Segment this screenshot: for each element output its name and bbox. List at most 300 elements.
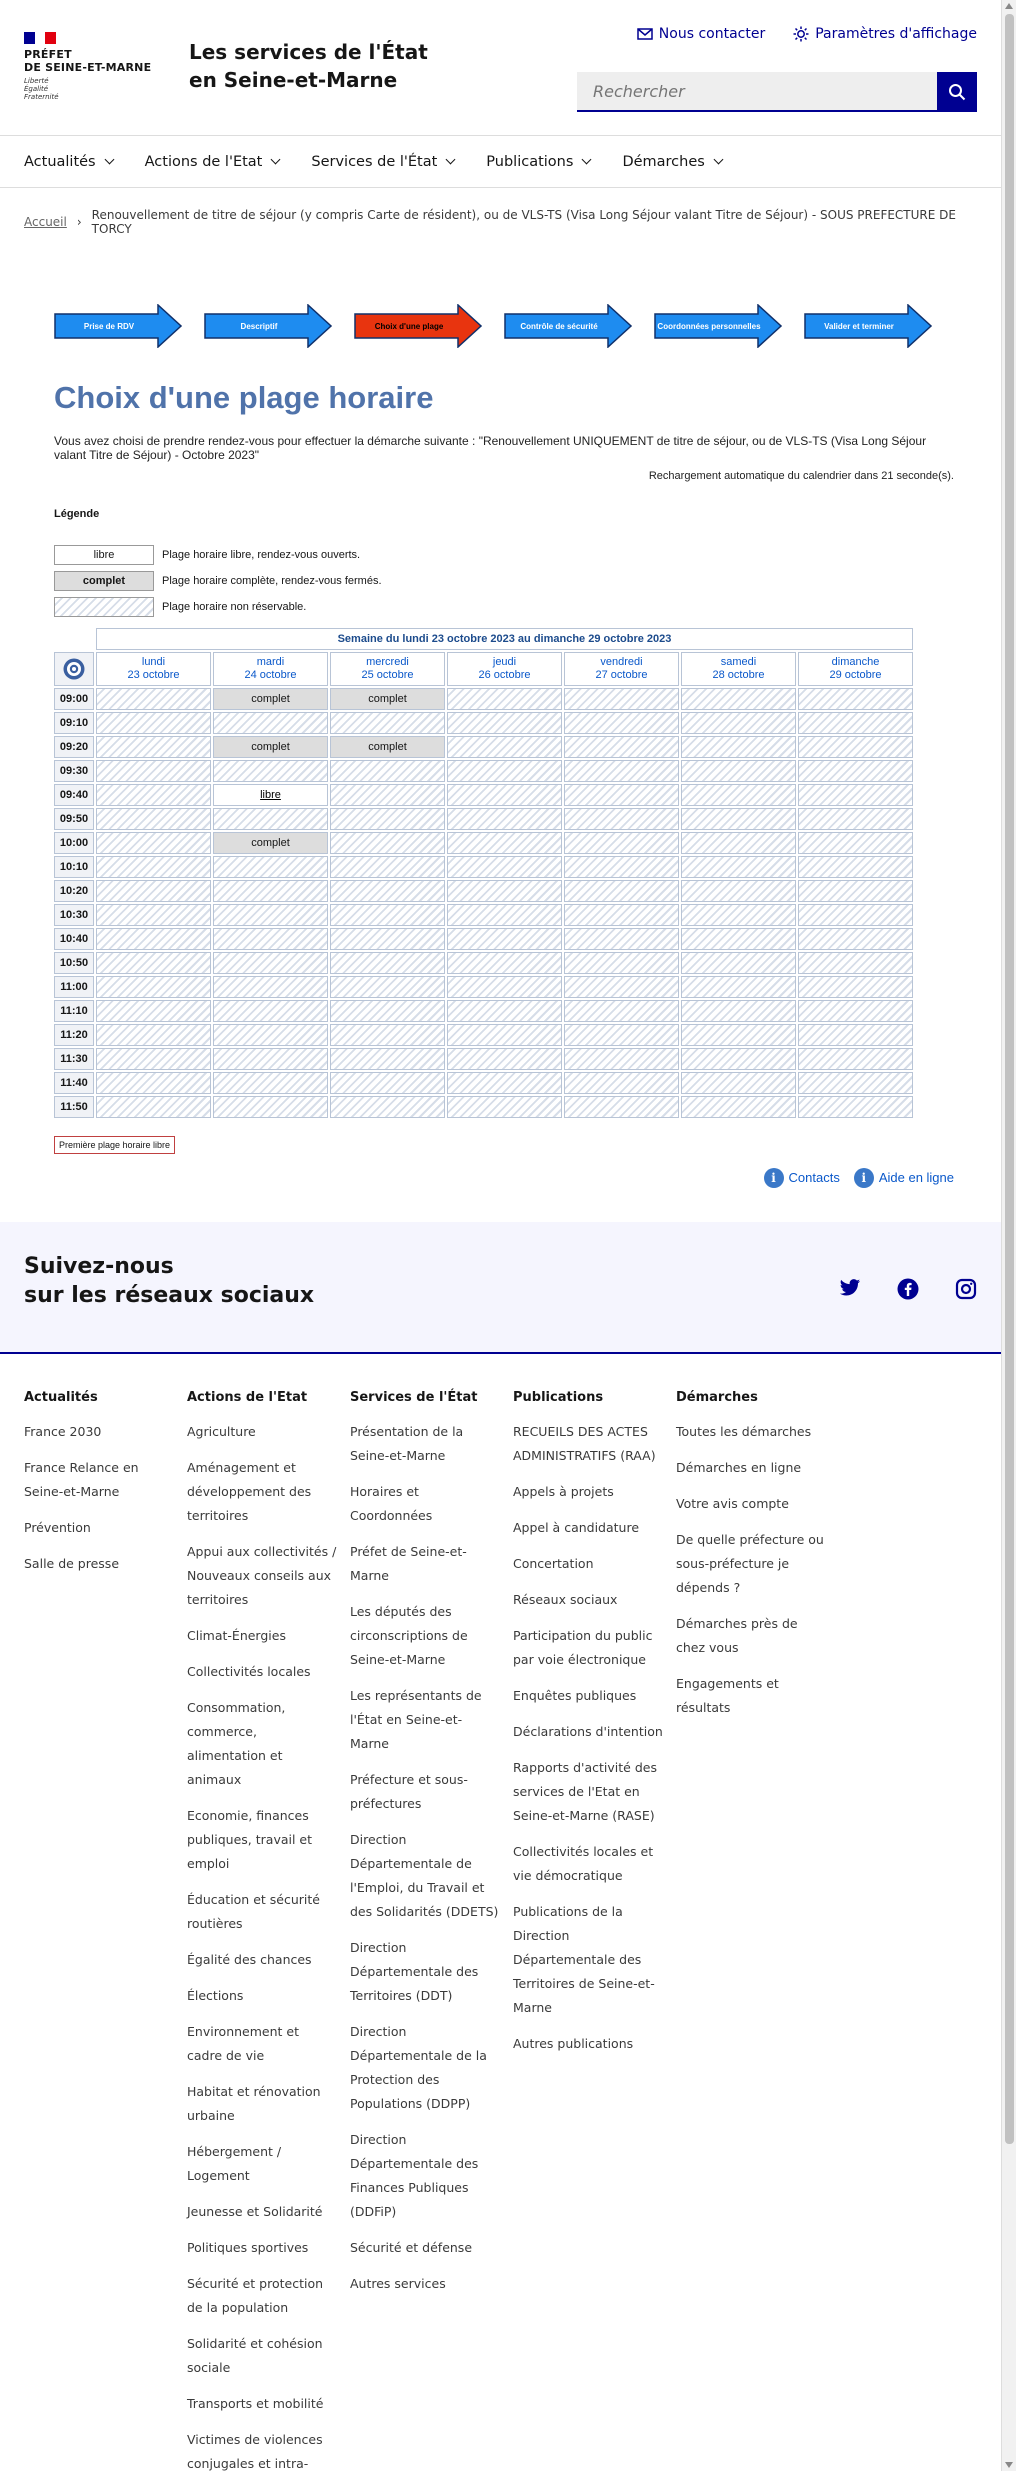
day-name: dimanche: [831, 656, 880, 668]
time-label: 11:20: [54, 1024, 94, 1046]
time-row: [54, 1048, 913, 1070]
contact-link[interactable]: [637, 26, 765, 42]
slot-unavailable: [564, 856, 679, 878]
day-date: 29 octobre: [829, 669, 882, 681]
workflow-step-label: Coordonnées personnelles: [657, 321, 761, 331]
time-row: [54, 688, 913, 710]
social-icons: [839, 1278, 977, 1300]
search-bar: [577, 72, 977, 112]
week-title: Semaine du lundi 23 octobre 2023 au dimanche 29 octobre 2023: [96, 628, 913, 650]
search-icon: [948, 83, 966, 101]
day-date: 27 octobre: [595, 669, 648, 681]
day-header: [447, 652, 562, 686]
nav-actions-etat[interactable]: [145, 136, 280, 187]
slot-unavailable: [564, 712, 679, 734]
time-row: [54, 760, 913, 782]
workflow-step-label: Descriptif: [240, 321, 278, 331]
slot-unavailable: [330, 1096, 445, 1118]
slot-unavailable: [798, 904, 913, 926]
reload-countdown: Rechargement automatique du calendrier dans 21 seconde(s).: [648, 470, 954, 482]
slot-unavailable: [681, 880, 796, 902]
time-label: 09:50: [54, 808, 94, 830]
footer-link[interactable]: Sécurité et défense: [350, 2240, 473, 2255]
time-label: 10:00: [54, 832, 94, 854]
mail-icon: [637, 27, 653, 41]
info-icon: i: [854, 1168, 874, 1188]
legend-text: Plage horaire complète, rendez-vous fermés.: [162, 575, 382, 587]
slot-unavailable: [447, 1096, 562, 1118]
slot-full: complet: [213, 736, 328, 758]
slot-unavailable: [798, 1048, 913, 1070]
scroll-up-icon[interactable]: [1005, 3, 1013, 9]
slot-unavailable: [681, 856, 796, 878]
footer-link[interactable]: Agriculture: [187, 1424, 256, 1439]
legend-row-unavailable: [54, 594, 954, 620]
time-label: 09:20: [54, 736, 94, 758]
slot-full: complet: [330, 736, 445, 758]
slot-unavailable: [681, 1096, 796, 1118]
slot-unavailable: [96, 832, 211, 854]
footer-link[interactable]: Horaires et Coordonnées: [350, 1484, 433, 1523]
slot-unavailable: [447, 688, 562, 710]
chevron-down-icon: [713, 155, 723, 165]
slot-unavailable: [447, 712, 562, 734]
slot-unavailable: [564, 928, 679, 950]
slot-unavailable: [213, 1000, 328, 1022]
slot-full: complet: [330, 688, 445, 710]
footer-column-title[interactable]: Actions de l'Etat: [187, 1390, 308, 1405]
time-row: [54, 928, 913, 950]
footer-column-title[interactable]: Publications: [513, 1390, 604, 1405]
instagram-icon[interactable]: [955, 1278, 977, 1300]
footer-column: [187, 1388, 350, 2471]
footer-link[interactable]: Direction Départementale des Finances Publiques (DDFiP): [350, 2132, 479, 2219]
slot-unavailable: [213, 880, 328, 902]
time-row: [54, 736, 913, 758]
footer-link[interactable]: Sécurité et protection de la population: [187, 2276, 324, 2315]
footer-link[interactable]: Égalité des chances: [187, 1952, 312, 1967]
time-label: 09:00: [54, 688, 94, 710]
slot-unavailable: [681, 832, 796, 854]
slot-unavailable: [564, 1072, 679, 1094]
nav-label: Services de l'État: [311, 153, 438, 170]
footer-link[interactable]: Consommation, commerce, alimentation et animaux: [187, 1700, 286, 1787]
workflow-step: [204, 304, 332, 348]
page-title: Choix d'une plage horaire: [54, 380, 434, 415]
footer-link[interactable]: Réseaux sociaux: [513, 1592, 618, 1607]
slot-unavailable: [96, 880, 211, 902]
legend-text: Plage horaire libre, rendez-vous ouverts.: [162, 549, 361, 561]
chevron-down-icon: [104, 155, 114, 165]
scroll-down-icon[interactable]: [1005, 2462, 1013, 2468]
slot-unavailable: [681, 1024, 796, 1046]
legend-title: Légende: [54, 508, 100, 520]
footer-link[interactable]: Environnement et cadre de vie: [187, 2024, 299, 2063]
breadcrumb: [0, 188, 1001, 256]
day-date: 26 octobre: [478, 669, 531, 681]
footer-link[interactable]: Démarches près de chez vous: [676, 1616, 798, 1655]
day-name: lundi: [141, 656, 166, 668]
slot-unavailable: [681, 760, 796, 782]
slot-unavailable: [330, 784, 445, 806]
chevron-down-icon: [582, 155, 592, 165]
previous-week-icon[interactable]: [62, 657, 86, 681]
republic-motto: Liberté Égalité Fraternité: [24, 77, 59, 101]
slot-unavailable: [798, 688, 913, 710]
slot-unavailable: [96, 688, 211, 710]
slot-unavailable: [681, 1072, 796, 1094]
footer-link[interactable]: Prévention: [24, 1520, 91, 1535]
slot-unavailable: [681, 952, 796, 974]
vertical-scrollbar[interactable]: [1001, 0, 1016, 2471]
footer-link[interactable]: Collectivités locales: [187, 1664, 311, 1679]
footer-link[interactable]: Direction Départementale de la Protection des Populations (DDPP): [350, 2024, 487, 2111]
day-name: samedi: [720, 656, 757, 668]
nav-actualites[interactable]: [24, 136, 113, 187]
slot-free[interactable]: [213, 784, 328, 806]
day-header: [330, 652, 445, 686]
time-label: 11:40: [54, 1072, 94, 1094]
legend-row-free: [54, 542, 954, 568]
footer-column: [24, 1388, 187, 2471]
slot-free-link[interactable]: libre: [260, 789, 281, 801]
slot-unavailable: [213, 1024, 328, 1046]
slot-unavailable: [798, 712, 913, 734]
slot-unavailable: [330, 1048, 445, 1070]
time-label: 10:30: [54, 904, 94, 926]
calendar-corner: [54, 628, 94, 650]
time-row: [54, 1024, 913, 1046]
footer-link[interactable]: Climat-Énergies: [187, 1628, 286, 1643]
nav-label: Publications: [486, 153, 574, 170]
day-header: [96, 652, 211, 686]
footer-link[interactable]: Solidarité et cohésion sociale: [187, 2336, 323, 2375]
time-label: 10:10: [54, 856, 94, 878]
legend-box-unavailable: [54, 597, 154, 617]
footer-link[interactable]: Salle de presse: [24, 1556, 120, 1571]
slot-unavailable: [96, 736, 211, 758]
slot-unavailable: [681, 1048, 796, 1070]
slot-unavailable: [564, 1000, 679, 1022]
calendar-table: [52, 626, 915, 1120]
footer-link[interactable]: RECUEILS DES ACTES ADMINISTRATIFS (RAA): [513, 1424, 656, 1463]
slot-unavailable: [96, 1000, 211, 1022]
time-row: [54, 976, 913, 998]
slot-unavailable: [798, 1024, 913, 1046]
time-row: [54, 808, 913, 830]
slot-unavailable: [330, 976, 445, 998]
time-row: [54, 904, 913, 926]
time-row: [54, 1072, 913, 1094]
footer-link[interactable]: Préfecture et sous-préfectures: [350, 1772, 468, 1811]
nav-publications[interactable]: [486, 136, 590, 187]
slot-unavailable: [798, 808, 913, 830]
day-header: [213, 652, 328, 686]
workflow-step: [504, 304, 632, 348]
footer-link[interactable]: Habitat et rénovation urbaine: [187, 2084, 321, 2123]
footer-link[interactable]: Les représentants de l'État en Seine-et-Marne: [350, 1688, 482, 1751]
footer-link[interactable]: Victimes de violences conjugales et intra-: [187, 2432, 323, 2471]
help-links: [764, 1168, 954, 1188]
footer-column: [350, 1388, 513, 2471]
slot-unavailable: [447, 1072, 562, 1094]
slot-unavailable: [564, 688, 679, 710]
slot-unavailable: [798, 1000, 913, 1022]
day-header: [681, 652, 796, 686]
footer-link[interactable]: Collectivités locales et vie démocratique: [513, 1844, 654, 1883]
workflow-steps: [54, 304, 934, 348]
footer-link[interactable]: Concertation: [513, 1556, 594, 1571]
footer-link[interactable]: Direction Départementale des Territoires (DDT): [350, 1940, 479, 2003]
slot-unavailable: [798, 928, 913, 950]
slot-unavailable: [96, 856, 211, 878]
slot-unavailable: [447, 928, 562, 950]
nav-services-etat[interactable]: [311, 136, 454, 187]
footer-column-title[interactable]: Démarches: [676, 1390, 758, 1405]
time-label: 10:20: [54, 880, 94, 902]
legend: [54, 542, 954, 620]
footer-link[interactable]: Publications de la Direction Départementale des Territoires de Seine-et-Marne: [513, 1904, 655, 2015]
day-date: 24 octobre: [244, 669, 297, 681]
footer-link[interactable]: Economie, finances publiques, travail et emploi: [187, 1808, 313, 1871]
slot-unavailable: [213, 952, 328, 974]
slot-unavailable: [96, 1048, 211, 1070]
footer-link[interactable]: Déclarations d'intention: [513, 1724, 663, 1739]
workflow-step: [354, 304, 482, 348]
main-navigation: [0, 136, 1001, 188]
slot-unavailable: [213, 1048, 328, 1070]
facebook-icon[interactable]: [897, 1278, 919, 1300]
footer-link[interactable]: Autres services: [350, 2276, 446, 2291]
footer-column: [513, 1388, 676, 2471]
slot-unavailable: [447, 808, 562, 830]
search-button[interactable]: [937, 72, 977, 112]
slot-unavailable: [681, 688, 796, 710]
breadcrumb-current: Renouvellement de titre de séjour (y compris Carte de résident), ou de VLS-TS (Visa Long Séjour valant Titre de Séjour) - SOUS PREFECTURE DE TORCY: [91, 208, 956, 236]
slot-unavailable: [96, 952, 211, 974]
time-label: 09:10: [54, 712, 94, 734]
slot-unavailable: [213, 856, 328, 878]
footer-link[interactable]: Aménagement et développement des territoires: [187, 1460, 312, 1523]
slot-unavailable: [330, 1072, 445, 1094]
contact-label: Nous contacter: [658, 26, 766, 42]
breadcrumb-home[interactable]: Accueil: [24, 215, 67, 229]
online-help-label: Aide en ligne: [878, 1170, 954, 1185]
display-settings-label: Paramètres d'affichage: [815, 26, 977, 42]
chevron-down-icon: [271, 155, 281, 165]
search-input[interactable]: [577, 72, 937, 112]
slot-unavailable: [213, 760, 328, 782]
slot-unavailable: [681, 976, 796, 998]
day-name: mardi: [256, 656, 285, 668]
time-label: 09:40: [54, 784, 94, 806]
day-date: 28 octobre: [712, 669, 765, 681]
footer-link[interactable]: Politiques sportives: [187, 2240, 309, 2255]
workflow-step: [54, 304, 182, 348]
slot-unavailable: [798, 1096, 913, 1118]
time-row: [54, 1000, 913, 1022]
footer-link[interactable]: Préfet de Seine-et-Marne: [350, 1544, 467, 1583]
slot-unavailable: [564, 760, 679, 782]
chevron-down-icon: [446, 155, 456, 165]
slot-unavailable: [96, 1072, 211, 1094]
slot-unavailable: [447, 832, 562, 854]
slot-unavailable: [330, 712, 445, 734]
footer-link[interactable]: France Relance en Seine-et-Marne: [24, 1460, 139, 1499]
footer-links: [24, 1388, 984, 2471]
prefecture-logo[interactable]: [24, 32, 154, 101]
legend-row-full: [54, 568, 954, 594]
footer-column-title[interactable]: Services de l'État: [350, 1390, 478, 1405]
slot-unavailable: [447, 784, 562, 806]
slot-unavailable: [213, 712, 328, 734]
slot-unavailable: [564, 904, 679, 926]
time-row: [54, 832, 913, 854]
footer-link[interactable]: Appel à candidature: [513, 1520, 640, 1535]
slot-unavailable: [447, 1024, 562, 1046]
footer-link[interactable]: Enquêtes publiques: [513, 1688, 637, 1703]
slot-unavailable: [330, 952, 445, 974]
slot-unavailable: [564, 808, 679, 830]
slot-unavailable: [681, 904, 796, 926]
footer-link[interactable]: Hébergement / Logement: [187, 2144, 282, 2183]
slot-unavailable: [447, 1048, 562, 1070]
time-row: [54, 952, 913, 974]
calendar-nav-cell[interactable]: [54, 652, 94, 686]
slot-unavailable: [96, 712, 211, 734]
footer-link[interactable]: Élections: [187, 1988, 244, 2003]
footer-link[interactable]: Transports et mobilité: [187, 2396, 324, 2411]
footer-link[interactable]: Appels à projets: [513, 1484, 614, 1499]
display-settings-link[interactable]: [793, 26, 977, 42]
time-row: [54, 880, 913, 902]
slot-unavailable: [96, 904, 211, 926]
day-header: [564, 652, 679, 686]
site-title[interactable]: Les services de l'État en Seine-et-Marne: [189, 40, 428, 92]
slot-unavailable: [798, 760, 913, 782]
slot-unavailable: [447, 856, 562, 878]
slot-unavailable: [798, 784, 913, 806]
header-tools: [637, 26, 977, 42]
slot-unavailable: [681, 784, 796, 806]
sun-icon: [793, 26, 809, 42]
footer-link[interactable]: France 2030: [24, 1424, 102, 1439]
prefecture-name: PRÉFET DE SEINE-ET-MARNE: [24, 48, 152, 74]
slot-unavailable: [330, 1000, 445, 1022]
slot-unavailable: [96, 1096, 211, 1118]
footer-link[interactable]: Rapports d'activité des services de l'Etat en Seine-et-Marne (RASE): [513, 1760, 657, 1823]
slot-unavailable: [330, 1024, 445, 1046]
footer-link[interactable]: Participation du public par voie électronique: [513, 1628, 653, 1667]
scrollbar-thumb[interactable]: [1005, 14, 1014, 2144]
footer-link[interactable]: Direction Départementale de l'Emploi, du Travail et des Solidarités (DDETS): [350, 1832, 499, 1919]
workflow-step-label: Choix d'une plage: [374, 321, 444, 331]
slot-unavailable: [96, 784, 211, 806]
slot-unavailable: [447, 736, 562, 758]
time-label: 09:30: [54, 760, 94, 782]
slot-unavailable: [213, 904, 328, 926]
footer-link[interactable]: Démarches en ligne: [676, 1460, 802, 1475]
time-row: [54, 712, 913, 734]
footer-link[interactable]: Autres publications: [513, 2036, 634, 2051]
slot-unavailable: [798, 1072, 913, 1094]
time-row: [54, 784, 913, 806]
day-date: 23 octobre: [127, 669, 180, 681]
slot-unavailable: [330, 808, 445, 830]
slot-unavailable: [330, 880, 445, 902]
social-title: Suivez-nous sur les réseaux sociaux: [24, 1254, 315, 1308]
slot-unavailable: [96, 760, 211, 782]
time-row: [54, 1096, 913, 1118]
contacts-link[interactable]: [764, 1168, 840, 1188]
workflow-step-label: Prise de RDV: [83, 321, 135, 331]
footer-link[interactable]: Présentation de la Seine-et-Marne: [350, 1424, 464, 1463]
slot-unavailable: [564, 880, 679, 902]
online-help-link[interactable]: [854, 1168, 954, 1188]
slot-unavailable: [798, 880, 913, 902]
slot-unavailable: [330, 928, 445, 950]
day-name: jeudi: [492, 656, 517, 668]
footer-link[interactable]: Jeunesse et Solidarité: [187, 2204, 323, 2219]
slot-unavailable: [798, 832, 913, 854]
appointment-content: [54, 380, 954, 1185]
day-header: [798, 652, 913, 686]
nav-demarches[interactable]: [622, 136, 721, 187]
time-row: [54, 856, 913, 878]
slot-unavailable: [330, 856, 445, 878]
footer-column-title[interactable]: Actualités: [24, 1390, 98, 1405]
slot-unavailable: [447, 760, 562, 782]
slot-unavailable: [798, 736, 913, 758]
slot-unavailable: [564, 736, 679, 758]
slot-unavailable: [213, 976, 328, 998]
workflow-step: [654, 304, 782, 348]
footer-link[interactable]: Engagements et résultats: [676, 1676, 779, 1715]
workflow-step-label: Valider et terminer: [824, 321, 894, 331]
slot-unavailable: [213, 1096, 328, 1118]
slot-unavailable: [213, 808, 328, 830]
footer-link[interactable]: Appui aux collectivités / Nouveaux conseils aux territoires: [187, 1544, 337, 1607]
slot-unavailable: [681, 712, 796, 734]
slot-unavailable: [564, 832, 679, 854]
slot-unavailable: [213, 928, 328, 950]
footer-link[interactable]: De quelle préfecture ou sous-préfecture je dépends ?: [676, 1532, 824, 1595]
slot-unavailable: [330, 904, 445, 926]
slot-unavailable: [96, 808, 211, 830]
slot-unavailable: [96, 1024, 211, 1046]
legend-box-free: libre: [54, 545, 154, 565]
footer-link[interactable]: Toutes les démarches: [676, 1424, 812, 1439]
footer-link[interactable]: Votre avis compte: [676, 1496, 789, 1511]
slot-unavailable: [564, 952, 679, 974]
slot-unavailable: [681, 808, 796, 830]
footer-link[interactable]: Les députés des circonscriptions de Seine-et-Marne: [350, 1604, 468, 1667]
day-name: vendredi: [600, 656, 643, 668]
slot-unavailable: [447, 976, 562, 998]
twitter-icon[interactable]: [839, 1278, 861, 1298]
footer-column: [676, 1388, 839, 2471]
contacts-label: Contacts: [788, 1170, 840, 1185]
footer-link[interactable]: Éducation et sécurité routières: [187, 1892, 320, 1931]
slot-unavailable: [564, 1048, 679, 1070]
first-free-slot-button[interactable]: Première plage horaire libre: [54, 1136, 175, 1154]
slot-unavailable: [564, 976, 679, 998]
slot-unavailable: [798, 856, 913, 878]
slot-unavailable: [564, 1096, 679, 1118]
slot-unavailable: [564, 1024, 679, 1046]
slot-unavailable: [330, 832, 445, 854]
slot-full: complet: [213, 688, 328, 710]
